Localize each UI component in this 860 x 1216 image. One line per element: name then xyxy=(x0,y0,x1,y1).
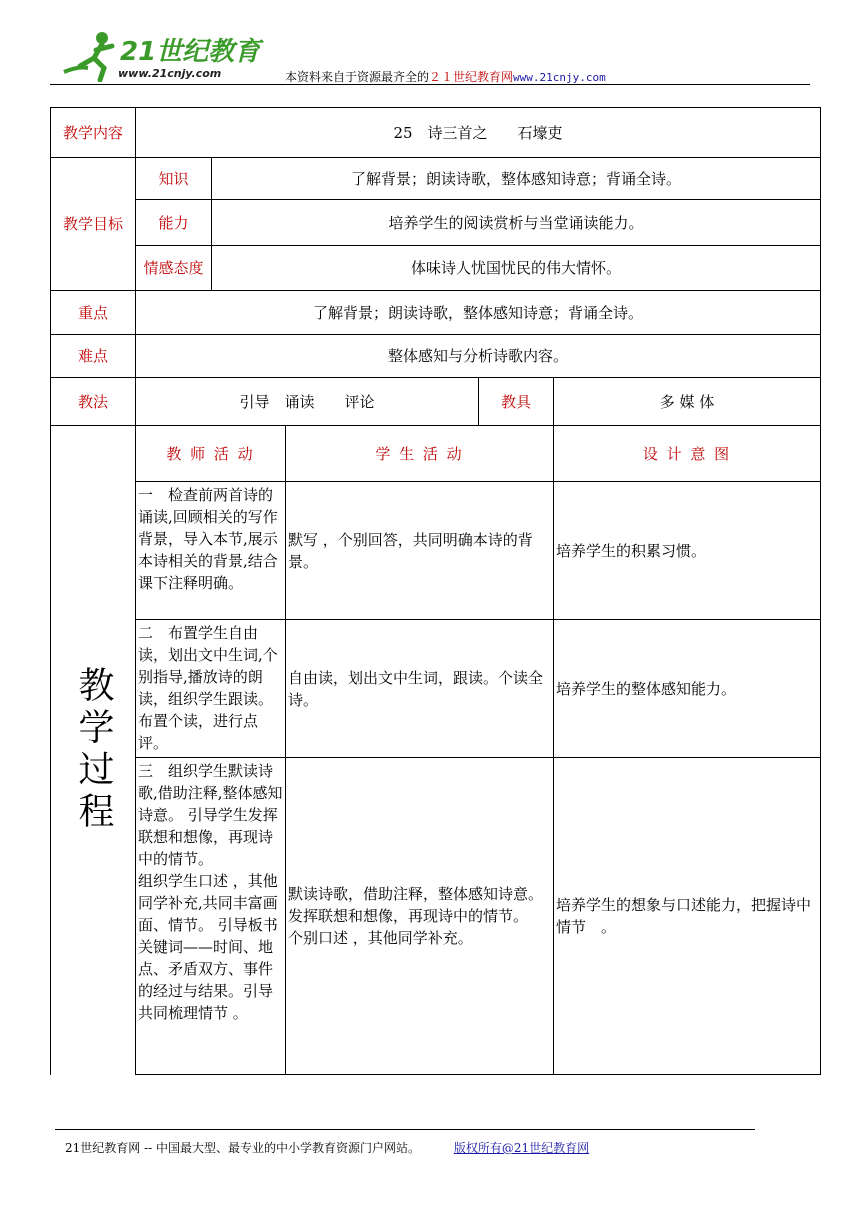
row2-student: 自由读，划出文中生词，跟读。个读全诗。 xyxy=(285,619,554,758)
row1-student: 默写 ，个别回答，共同明确本诗的背景。 xyxy=(285,481,554,620)
key-value: 了解背景；朗读诗歌，整体感知诗意；背诵全诗。 xyxy=(135,290,821,335)
goal-knowledge-value: 了解背景；朗读诗歌，整体感知诗意；背诵全诗。 xyxy=(211,157,821,200)
svg-text:21世纪教育: 21世纪教育 xyxy=(120,37,261,67)
key-label: 重点 xyxy=(50,290,136,335)
page-header xyxy=(0,0,860,90)
logo-icon xyxy=(58,26,268,82)
content-label: 教学内容 xyxy=(50,107,136,158)
tools-label: 教具 xyxy=(478,377,554,426)
copyright-link[interactable]: 版权所有@21世纪教育网 xyxy=(453,1141,590,1155)
goal-ability-label: 能力 xyxy=(135,199,212,246)
goal-attitude-value: 体味诗人忧国忧民的伟大情怀。 xyxy=(211,245,821,291)
footer-divider xyxy=(55,1129,755,1130)
page-footer: 21世纪教育网 -- 中国最大型、最专业的中小学教育资源门户网站。 版权所有@21世纪教育网 xyxy=(65,1141,590,1155)
difficulty-label: 难点 xyxy=(50,334,136,378)
method-label: 教法 xyxy=(50,377,136,426)
row2-teacher: 二 布置学生自由读，划出文中生词,个别指导,播放诗的朗读，组织学生跟读。布置个读，进行点评。 xyxy=(135,619,286,758)
header-divider xyxy=(50,84,810,85)
row1-intent: 培养学生的积累习惯。 xyxy=(553,481,821,620)
col-header-intent: 设 计 意 图 xyxy=(553,425,821,482)
row3-teacher: 三 组织学生默读诗歌,借助注释,整体感知诗意。 引导学生发挥联想和想像，再现诗中的情节。 组织学生口述 ，其他同学补充,共同丰富画面、情节。 引导板书关键词——时间、地点、矛盾双方、事件的经过与结果。引导共同梳理情节 。 xyxy=(135,757,286,1075)
header-notice: 本资料来自于资源最齐全的２１世纪教育网www.21cnjy.com xyxy=(285,70,606,84)
col-header-teacher: 教 师 活 动 xyxy=(135,425,286,482)
col-header-student: 学 生 活 动 xyxy=(285,425,554,482)
method-value: 引导 诵读 评论 xyxy=(135,377,479,426)
row2-intent: 培养学生的整体感知能力。 xyxy=(553,619,821,758)
process-label: 教学过程 xyxy=(73,666,114,834)
content-value: 25 诗三首之 石壕吏 xyxy=(135,107,821,158)
goal-attitude-label: 情感态度 xyxy=(135,245,212,291)
svg-text:www.21cnjy.com: www.21cnjy.com xyxy=(118,67,222,80)
row1-teacher: 一 检查前两首诗的诵读,回顾相关的写作背景，导入本节,展示本诗相关的背景,结合课下注释明确。 xyxy=(135,481,286,620)
row3-intent: 培养学生的想象与口述能力，把握诗中情节 。 xyxy=(553,757,821,1075)
goals-label: 教学目标 xyxy=(50,157,136,291)
goal-knowledge-label: 知识 xyxy=(135,157,212,200)
header-url-link[interactable]: www.21cnjy.com xyxy=(513,71,606,84)
goal-ability-value: 培养学生的阅读赏析与当堂诵读能力。 xyxy=(211,199,821,246)
tools-value: 多 媒 体 xyxy=(553,377,821,426)
row3-student: 默读诗歌，借助注释，整体感知诗意。 发挥联想和想像，再现诗中的情节。 个别口述 ，其他同学补充。 xyxy=(285,757,554,1075)
difficulty-value: 整体感知与分析诗歌内容。 xyxy=(135,334,821,378)
